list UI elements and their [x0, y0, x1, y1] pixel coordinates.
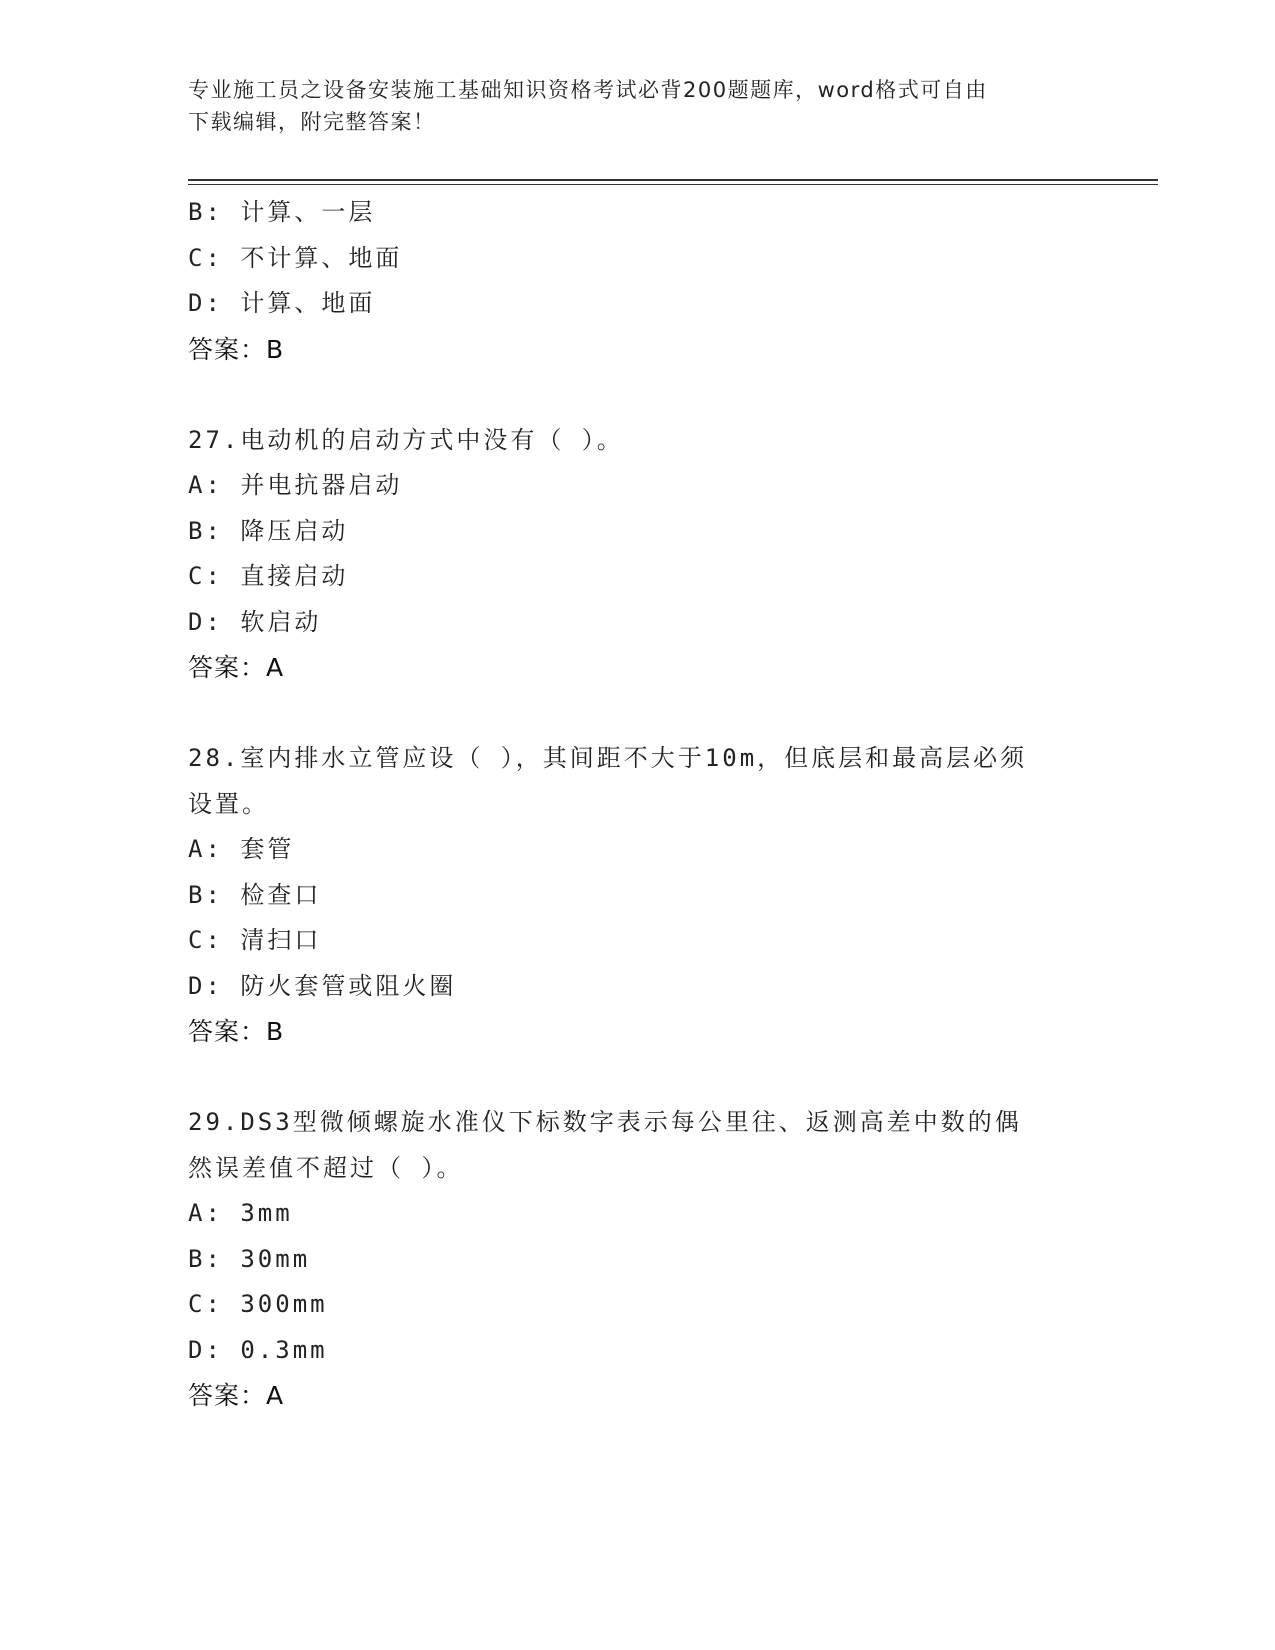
spacer — [188, 372, 1088, 418]
document-header — [188, 74, 1068, 138]
option-a: A: 3mm — [188, 1199, 293, 1227]
option-c: C: 300mm — [188, 1290, 328, 1318]
option-b: B: 降压启动 — [188, 516, 349, 545]
spacer — [188, 1055, 1088, 1101]
header-line-2: 下载编辑，附完整答案！ — [188, 110, 436, 134]
question-content — [188, 190, 1088, 1419]
question-27-block — [188, 418, 1088, 691]
answer-line: 答案：A — [188, 653, 285, 682]
header-line-1: 专业施工员之设备安装施工基础知识资格考试必背200题题库，word格式可自由 — [188, 78, 988, 102]
question-stem-line-1: 29.DS3型微倾螺旋水准仪下标数字表示每公里往、返测高差中数的偶 — [188, 1108, 1022, 1136]
question-stem: 27.电动机的启动方式中没有（ ）。 — [188, 425, 624, 454]
prev-question-block — [188, 190, 1088, 372]
option-b: B: 计算、一层 — [188, 198, 376, 226]
question-28-block — [188, 736, 1088, 1055]
option-b: B: 30mm — [188, 1244, 311, 1273]
answer-line: 答案：A — [188, 1381, 285, 1410]
option-a: A: 并电抗器启动 — [188, 471, 403, 499]
question-stem-line-2: 设置。 — [188, 789, 269, 818]
question-stem-line-2: 然误差值不超过（ ）。 — [188, 1153, 464, 1182]
option-c: C: 直接启动 — [188, 562, 349, 590]
option-a: A: 套管 — [188, 835, 295, 863]
header-rule-thin — [188, 184, 1158, 185]
option-d: D: 软启动 — [188, 607, 322, 636]
option-b: B: 检查口 — [188, 880, 322, 909]
spacer — [188, 691, 1088, 737]
option-d: D: 防火套管或阻火圈 — [188, 971, 457, 1000]
question-29-block — [188, 1100, 1088, 1419]
option-d: D: 计算、地面 — [188, 289, 376, 317]
option-c: C: 不计算、地面 — [188, 243, 403, 272]
header-rule-thick — [188, 179, 1158, 181]
question-stem-line-1: 28.室内排水立管应设（ ），其间距不大于10m，但底层和最高层必须 — [188, 744, 1028, 772]
answer-line: 答案：B — [188, 1017, 285, 1046]
option-c: C: 清扫口 — [188, 926, 322, 954]
answer-line: 答案：B — [188, 334, 285, 364]
option-d: D: 0.3mm — [188, 1335, 328, 1364]
